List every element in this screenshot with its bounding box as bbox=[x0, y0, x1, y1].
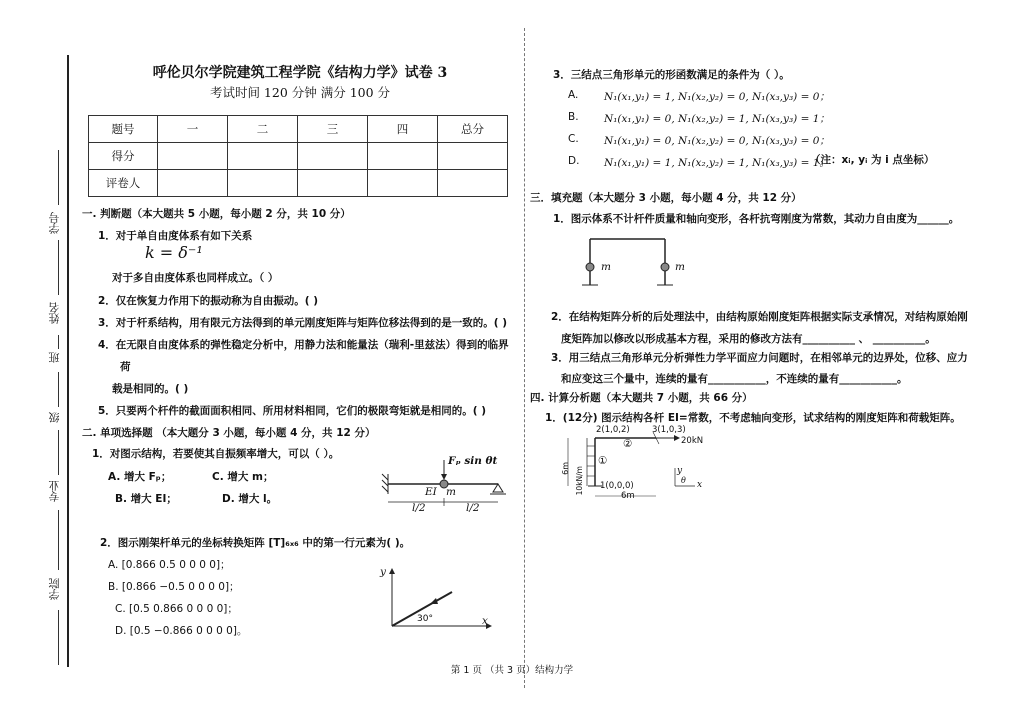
frame-figure bbox=[580, 235, 690, 295]
score-table bbox=[88, 115, 508, 197]
s2-q1: 1．对图示结构，若要使其自振频率增大，可以（ ）。 bbox=[92, 448, 340, 460]
s2-q2: 2．图示刚架杆单元的坐标转换矩阵 [T]₆ₓ₆ 中的第一行元素为( )。 bbox=[100, 537, 411, 549]
s3-q2a: 2．在结构矩阵分析的后处理法中，由结构原始刚度矩阵根据实际支承情况，对结构原始刚 bbox=[551, 311, 968, 323]
table-row bbox=[89, 170, 508, 197]
fig3-m2-label: m bbox=[675, 261, 685, 273]
s2-q1-a: A. 增大 Fₚ； bbox=[108, 471, 172, 483]
fig1-l1-label: l/2 bbox=[412, 502, 426, 514]
s2-q2-b: B. [0.866 −0.5 0 0 0 0]； bbox=[108, 581, 240, 593]
s1-q4c: 载是相同的。( ) bbox=[112, 383, 189, 395]
s2-q1-d: D. 增大 l。 bbox=[222, 493, 278, 505]
exam-subtitle: 考试时间 120 分钟 满分 100 分 bbox=[209, 85, 391, 100]
exam-title: 呼伦贝尔学院建筑工程学院《结构力学》试卷 3 bbox=[152, 65, 448, 81]
r-q3: 3．三结点三角形单元的形函数满足的条件为（ ）。 bbox=[553, 69, 790, 81]
fig4-theta-label: θ bbox=[681, 476, 686, 485]
fig1-m-label: m bbox=[446, 486, 456, 498]
side-rule bbox=[58, 240, 59, 295]
s2-q2-d: D. [0.5 −0.866 0 0 0 0]。 bbox=[115, 625, 248, 637]
s1-q1-tail: 对于多自由度体系也同样成立。（ ） bbox=[112, 272, 279, 284]
section2-heading: 二. 单项选择题 （本大题分 3 小题，每小题 4 分，共 12 分） bbox=[82, 427, 376, 439]
side-label-student-id: 学号 bbox=[48, 212, 61, 234]
s3-q3b: 和应变这三个量中，连续的量有___________，不连续的量有___________。 bbox=[561, 373, 908, 385]
fig4-node1-label: 1(0,0,0) bbox=[600, 481, 634, 491]
fig1-load-label: Fₚ sin θt bbox=[448, 455, 498, 467]
fig2-x-label: x bbox=[482, 615, 488, 627]
binding-line bbox=[67, 55, 69, 667]
table-cell: 总分 bbox=[438, 116, 508, 143]
r-q3-c: N₁(x₁,y₁) = 0, N₁(x₂,y₂) = 0, N₁(x₃,y₃) = 0； bbox=[604, 135, 830, 147]
s2-q1-c: C. 增大 m； bbox=[212, 471, 274, 483]
fig4-x-label: x bbox=[697, 480, 703, 490]
table-row bbox=[89, 116, 508, 143]
score-input-cell[interactable] bbox=[158, 143, 228, 170]
r-q3-d-label: D. bbox=[568, 155, 580, 167]
s2-q2-c: C. [0.5 0.866 0 0 0 0]； bbox=[115, 603, 238, 615]
score-input-cell[interactable] bbox=[298, 170, 368, 197]
table-row bbox=[89, 143, 508, 170]
side-label-name: 姓名 bbox=[48, 302, 61, 324]
fig4-width-label: 6m bbox=[621, 491, 635, 501]
score-input-cell[interactable] bbox=[438, 143, 508, 170]
s4-q1: 1．(12分) 图示结构各杆 EI=常数，不考虑轴向变形，试求结构的刚度矩阵和荷载矩阵。 bbox=[545, 412, 961, 424]
s1-q5: 5．只要两个杆件的截面面积相同、所用材料相同，它们的极限弯矩就是相同的。( ) bbox=[98, 405, 487, 417]
fig1-l2-label: l/2 bbox=[466, 502, 480, 514]
s3-q1: 1．图示体系不计杆件质量和轴向变形，各杆抗弯刚度为常数，其动力自由度为______。 bbox=[553, 213, 960, 225]
table-cell: 一 bbox=[158, 116, 228, 143]
s3-q2b: 度矩阵加以修改以形成基本方程，采用的修改方法有__________ 、 __________。 bbox=[561, 333, 936, 345]
fig4-e2-label: ② bbox=[623, 438, 633, 450]
r-q3-note: （注：xᵢ, yᵢ 为 i 点坐标） bbox=[810, 154, 935, 166]
r-q3-a: N₁(x₁,y₁) = 1, N₁(x₂,y₂) = 0, N₁(x₃,y₃) = 0； bbox=[604, 91, 830, 103]
s1-q1: 1．对于单自由度体系有如下关系 bbox=[98, 230, 253, 242]
side-rule bbox=[58, 335, 59, 349]
fig2-angle-label: 30° bbox=[417, 614, 433, 624]
score-input-cell[interactable] bbox=[228, 170, 298, 197]
fig4-dist-label: 10kN/m bbox=[575, 466, 584, 496]
score-input-cell[interactable] bbox=[368, 170, 438, 197]
page-footer: 第 1 页 （共 3 页）结构力学 bbox=[450, 665, 574, 676]
side-label-grade: 级 bbox=[48, 412, 61, 423]
side-rule bbox=[58, 372, 59, 407]
side-rule bbox=[58, 510, 59, 570]
r-q3-b: N₁(x₁,y₁) = 0, N₁(x₂,y₂) = 1, N₁(x₃,y₃) = 1； bbox=[604, 113, 830, 125]
s1-q1-formula: k = δ⁻¹ bbox=[145, 243, 203, 262]
fig4-node3-label: 3(1,0,3) bbox=[652, 425, 686, 435]
table-cell: 题号 bbox=[89, 116, 158, 143]
page-divider bbox=[524, 28, 525, 688]
side-label-class: 班 bbox=[48, 352, 61, 363]
score-input-cell[interactable] bbox=[438, 170, 508, 197]
table-cell: 二 bbox=[228, 116, 298, 143]
score-input-cell[interactable] bbox=[158, 170, 228, 197]
r-q3-d: N₁(x₁,y₁) = 1, N₁(x₂,y₂) = 1, N₁(x₃,y₃) = 1。 bbox=[604, 157, 830, 169]
s3-q3a: 3．用三结点三角形单元分析弹性力学平面应力问题时，在相邻单元的边界处，位移、应力 bbox=[551, 352, 968, 364]
side-label-major: 专业 bbox=[48, 480, 61, 502]
fig4-node2-label: 2(1,0,2) bbox=[596, 425, 630, 435]
side-rule bbox=[58, 610, 59, 665]
score-input-cell[interactable] bbox=[228, 143, 298, 170]
score-input-cell[interactable] bbox=[368, 143, 438, 170]
r-q3-a-label: A. bbox=[568, 89, 579, 101]
fig4-e1-label: ① bbox=[598, 455, 608, 467]
table-cell: 三 bbox=[298, 116, 368, 143]
fig4-y-label: y bbox=[677, 466, 683, 476]
fig1-ei-label: EI bbox=[425, 486, 437, 498]
side-rule bbox=[58, 430, 59, 475]
s1-q4b: 荷 bbox=[120, 361, 131, 373]
r-q3-c-label: C. bbox=[568, 133, 579, 145]
section1-heading: 一. 判断题（本大题共 5 小题，每小题 2 分，共 10 分） bbox=[82, 208, 351, 220]
s2-q1-b: B. 增大 EI； bbox=[115, 493, 177, 505]
s1-q3: 3．对于杆系结构，用有限元方法得到的单元刚度矩阵与矩阵位移法得到的是一致的。( ) bbox=[98, 317, 508, 329]
s1-q4a: 4．在无限自由度体系的弹性稳定分析中，用静力法和能量法（瑞利-里兹法）得到的临界 bbox=[98, 339, 509, 351]
fig4-height-label: 6m bbox=[561, 462, 570, 475]
fig3-m1-label: m bbox=[601, 261, 611, 273]
side-rule bbox=[58, 150, 59, 205]
s1-q2: 2．仅在恢复力作用下的振动称为自由振动。( ) bbox=[98, 295, 319, 307]
fig4-load-label: 20kN bbox=[681, 436, 704, 446]
side-label-college: 学院 bbox=[48, 578, 61, 600]
member-figure bbox=[380, 568, 495, 630]
r-q3-b-label: B. bbox=[568, 111, 579, 123]
table-cell: 评卷人 bbox=[89, 170, 158, 197]
s2-q2-a: A. [0.866 0.5 0 0 0 0]； bbox=[108, 559, 231, 571]
fig2-y-label: y bbox=[380, 566, 386, 578]
section4-heading: 四. 计算分析题（本大题共 7 小题，共 66 分） bbox=[530, 392, 753, 404]
table-cell: 得分 bbox=[89, 143, 158, 170]
score-input-cell[interactable] bbox=[298, 143, 368, 170]
table-cell: 四 bbox=[368, 116, 438, 143]
section3-heading: 三．填充题（本大题分 3 小题，每小题 4 分，共 12 分） bbox=[530, 192, 802, 204]
